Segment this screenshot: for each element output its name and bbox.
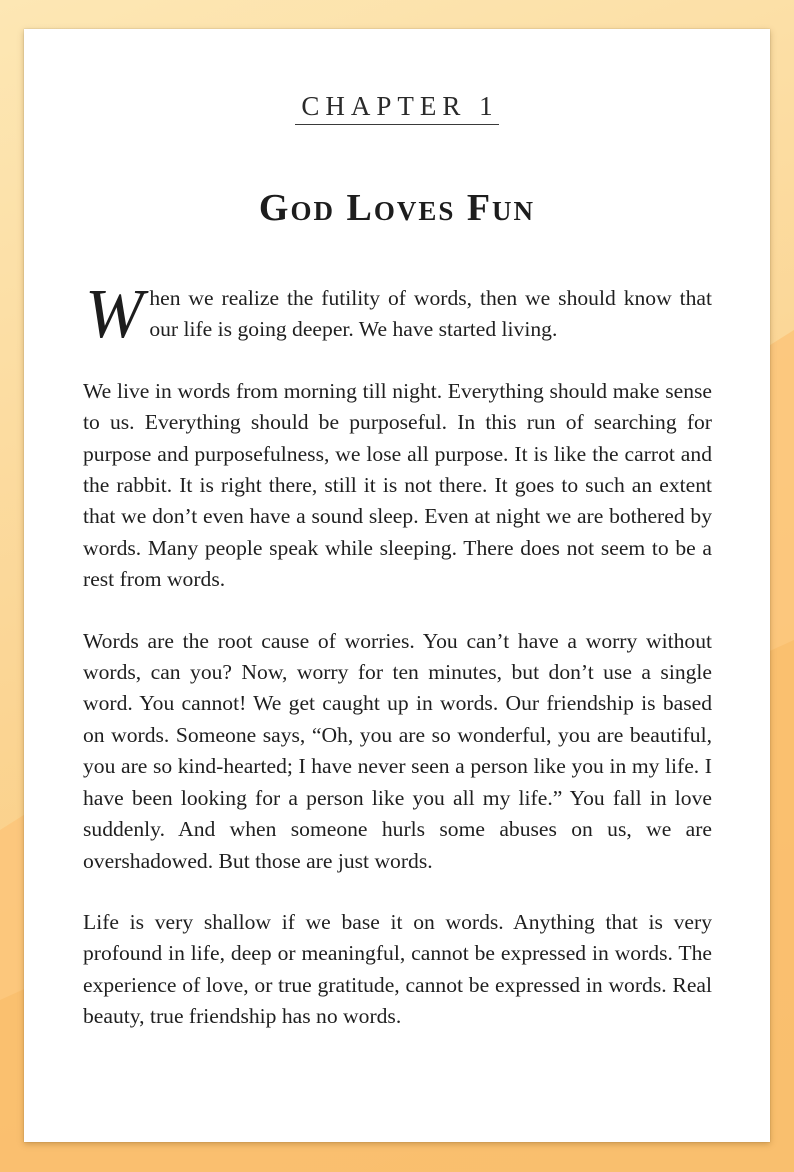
paragraph-1: [83, 276, 712, 353]
chapter-label: [24, 91, 770, 125]
drop-cap: W: [85, 276, 144, 353]
paragraph-2: We live in words from morning till night. Everything should make sense to us. Everything should be purposeful. In this run of searching for purpose and purposefulness, we lose all purpose. It is like the carrot and the rabbit. It is right there, still it is not there. It goes to such an extent that we don’t even have a sound sleep. Even at night we are bothered by words. Many people speak while sleeping. There does not seem to be a rest from words.: [83, 378, 712, 592]
chapter-body: [83, 276, 712, 1063]
paragraph-4: Life is very shallow if we base it on words. Anything that is very profound in life, deep or meaningful, cannot be expressed in words. The experience of love, or true gratitude, cannot be expressed in words. Real beauty, true friendship has no words.: [83, 909, 712, 1029]
book-page: [24, 29, 770, 1142]
paragraph-3: Words are the root cause of worries. You can’t have a worry without words, can you? Now, worry for ten minutes, but don’t use a single word. You cannot! We get caught up in words. Our friendship is based on words. Someone says, “Oh, you are so wonderful, you are beautiful, you are so kind-hearted; I have never seen a person like you in my life. I have been looking for a person like you all my life.” You fall in love suddenly. And when someone hurls some abuses on us, we are overshadowed. But those are just words.: [83, 628, 712, 873]
chapter-title: God Loves Fun: [258, 187, 536, 229]
paragraph-1-text: hen we realize the futility of words, then we should know that our life is going deeper. We have started living.: [149, 286, 712, 342]
chapter-label-text: CHAPTER 1: [295, 91, 498, 125]
